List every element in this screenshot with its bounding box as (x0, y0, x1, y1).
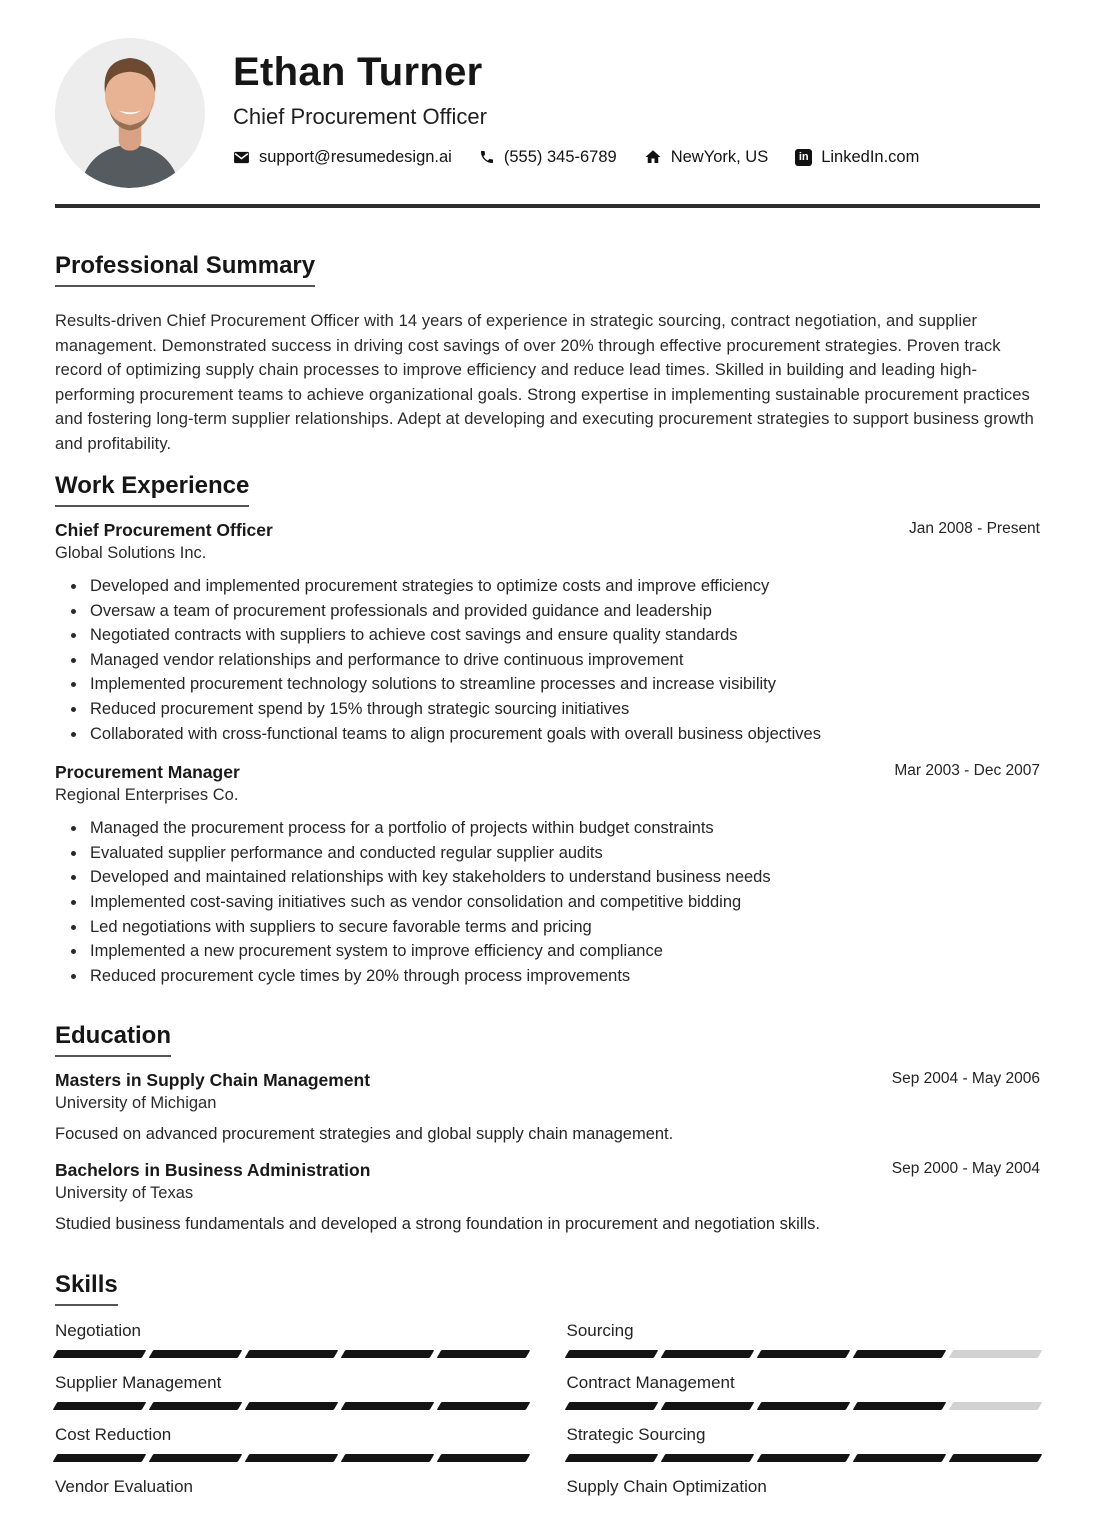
skill-bar-segment-filled (852, 1454, 946, 1462)
job-bullet-item: Developed and implemented procurement strategies to optimize costs and improve efficiency (90, 574, 1040, 599)
skill-bar (567, 1454, 1041, 1462)
experience-heading: Work Experience (55, 472, 249, 507)
section-work-experience (55, 472, 1040, 988)
degree-school: University of Texas (55, 1184, 194, 1203)
profile-photo (55, 38, 205, 188)
skill-bar-segment-filled (660, 1350, 754, 1358)
degree-entry (55, 1160, 1040, 1234)
job-dates: Jan 2008 - Present (909, 520, 1040, 537)
contact-phone[interactable] (479, 148, 617, 167)
degree-entry-header (55, 1070, 1040, 1091)
skills-column (567, 1321, 1041, 1529)
skill-bar (55, 1402, 529, 1410)
skill-bar-segment-empty (949, 1350, 1043, 1358)
skill-item (567, 1477, 1041, 1514)
job-title: Chief Procurement Officer (55, 520, 273, 540)
summary-text: Results-driven Chief Procurement Officer with 14 years of experience in strategic sourcing, contract negotiation, and supplier management. Demonstrated success in driving cost savings of over 20% through effective procurement strategies. Proven track record of optimizing supply chain processes to improve efficiency and reduce lead times. Skilled in building and leading high-performing procurement teams to achieve organizational goals. Strong expertise in implementing sustainable procurement practices and fostering long-term supplier relationships. Adept at developing and executing procurement strategies to support business growth and profitability. (55, 312, 1034, 453)
job-entry (55, 762, 1040, 988)
job-bullet-item: Developed and maintained relationships with key stakeholders to understand business needs (90, 865, 1040, 890)
skill-item (567, 1321, 1041, 1358)
job-title: Procurement Manager (55, 762, 240, 783)
home-icon (644, 148, 662, 166)
job-bullet-list (55, 816, 1040, 988)
job-bullet-item: Managed the procurement process for a portfolio of projects within budget constraints (90, 816, 1040, 841)
skills-grid (55, 1321, 1040, 1529)
skill-bar-segment-filled (660, 1402, 754, 1410)
contact-linkedin-text: LinkedIn.com (821, 147, 920, 166)
skill-item (567, 1373, 1041, 1410)
job-bullet-item: Negotiated contracts with suppliers to achieve cost savings and ensure quality standards (90, 623, 1040, 648)
skill-bar (55, 1506, 529, 1514)
skill-item (55, 1321, 529, 1358)
skill-bar-segment-filled (149, 1402, 243, 1410)
contact-phone-text: (555) 345-6789 (503, 147, 617, 166)
skill-bar (567, 1350, 1041, 1358)
skill-item (55, 1477, 529, 1514)
job-company: Regional Enterprises Co. (55, 786, 239, 805)
section-education (55, 1022, 1040, 1234)
phone-icon (479, 149, 495, 165)
linkedin-icon (795, 149, 812, 166)
job-entry-header (55, 762, 1040, 783)
contact-location (644, 148, 769, 167)
skill-bar-segment-filled (341, 1402, 435, 1410)
skill-bar-segment-filled (149, 1454, 243, 1462)
skill-bar-segment-filled (245, 1402, 339, 1410)
degree-school: University of Michigan (55, 1094, 217, 1113)
job-bullet-item: Implemented a new procurement system to improve efficiency and compliance (90, 939, 1040, 964)
job-bullet-item: Evaluated supplier performance and conducted regular supplier audits (90, 841, 1040, 866)
skill-bar (55, 1454, 529, 1462)
skill-item (55, 1425, 529, 1462)
job-bullet-list (55, 574, 1040, 746)
skill-name: Supply Chain Optimization (566, 1477, 767, 1497)
skill-bar-segment-filled (756, 1454, 850, 1462)
skill-name: Negotiation (55, 1321, 142, 1341)
skill-bar-segment-filled (341, 1350, 435, 1358)
skill-bar (567, 1506, 1041, 1514)
profile-photo-illustration (55, 38, 205, 188)
skill-bar-segment-filled (341, 1454, 435, 1462)
job-list (55, 520, 1040, 988)
job-entry-header (55, 520, 1040, 541)
skill-bar (567, 1402, 1041, 1410)
degree-list (55, 1070, 1040, 1234)
skill-bar-segment-filled (53, 1402, 147, 1410)
person-name: Ethan Turner (233, 50, 483, 94)
degree-description: Studied business fundamentals and developed a strong foundation in procurement and negotiation skills. (55, 1215, 821, 1234)
skill-bar-segment-filled (852, 1350, 946, 1358)
contact-email-text: support@resumedesign.ai (259, 147, 452, 166)
job-bullet-item: Oversaw a team of procurement professionals and provided guidance and leadership (90, 599, 1040, 624)
skill-bar-segment-filled (53, 1454, 147, 1462)
resume-header (55, 38, 1040, 188)
section-skills (55, 1271, 1040, 1529)
skill-bar-segment-filled (564, 1402, 658, 1410)
job-bullet-item: Managed vendor relationships and performance to drive continuous improvement (90, 648, 1040, 673)
skill-item (55, 1373, 529, 1410)
skill-bar-segment-filled (437, 1350, 531, 1358)
email-icon (233, 149, 250, 166)
contact-linkedin[interactable] (795, 148, 919, 167)
contact-location-text: NewYork, US (670, 147, 769, 166)
skill-bar-segment-filled (564, 1350, 658, 1358)
skill-bar-segment-filled (949, 1454, 1043, 1462)
skill-name: Strategic Sourcing (566, 1425, 706, 1445)
degree-title: Masters in Supply Chain Management (55, 1070, 371, 1091)
job-bullet-item: Implemented cost-saving initiatives such as vendor consolidation and competitive bidding (90, 890, 1040, 915)
skills-heading: Skills (55, 1271, 118, 1306)
job-bullet-item: Led negotiations with suppliers to secure favorable terms and pricing (90, 915, 1040, 940)
skill-name: Sourcing (566, 1321, 634, 1341)
linkedin-icon-glyph: in (798, 150, 809, 163)
skill-name: Contract Management (566, 1373, 735, 1393)
degree-title: Bachelors in Business Administration (55, 1160, 371, 1181)
skill-bar-segment-filled (437, 1402, 531, 1410)
skill-bar-segment-filled (852, 1402, 946, 1410)
skill-bar-segment-filled (245, 1350, 339, 1358)
header-divider (55, 204, 1040, 208)
degree-dates: Sep 2004 - May 2006 (891, 1070, 1040, 1088)
skill-bar-segment-filled (437, 1454, 531, 1462)
contact-email[interactable] (233, 148, 452, 167)
education-heading: Education (55, 1022, 171, 1057)
job-bullet-item: Reduced procurement cycle times by 20% through process improvements (90, 964, 1040, 989)
skill-bar-segment-filled (660, 1454, 754, 1462)
skill-name: Supplier Management (55, 1373, 222, 1393)
skill-bar (55, 1350, 529, 1358)
job-bullet-item: Reduced procurement spend by 15% through strategic sourcing initiatives (90, 697, 1040, 722)
skill-bar-segment-filled (756, 1402, 850, 1410)
skill-bar-segment-filled (756, 1350, 850, 1358)
skill-bar-segment-filled (53, 1350, 147, 1358)
job-company: Global Solutions Inc. (55, 544, 207, 562)
contact-row (233, 148, 919, 167)
job-dates: Mar 2003 - Dec 2007 (894, 762, 1040, 780)
summary-heading: Professional Summary (55, 252, 315, 287)
job-bullet-item: Implemented procurement technology solutions to streamline processes and increase visibility (90, 672, 1040, 697)
skills-column (55, 1321, 529, 1529)
degree-entry (55, 1070, 1040, 1144)
skill-item (567, 1425, 1041, 1462)
skill-bar-segment-empty (949, 1402, 1043, 1410)
skill-name: Vendor Evaluation (55, 1477, 193, 1497)
degree-entry-header (55, 1160, 1040, 1181)
job-entry (55, 520, 1040, 746)
degree-description: Focused on advanced procurement strategies and global supply chain management. (55, 1125, 674, 1144)
skill-bar-segment-filled (245, 1454, 339, 1462)
header-text-block (233, 38, 919, 167)
skill-bar-segment-filled (149, 1350, 243, 1358)
skill-bar-segment-filled (564, 1454, 658, 1462)
person-title: Chief Procurement Officer (233, 103, 487, 129)
job-bullet-item: Collaborated with cross-functional teams to align procurement goals with overall business objectives (90, 722, 1040, 747)
degree-dates: Sep 2000 - May 2004 (891, 1160, 1040, 1178)
skill-name: Cost Reduction (55, 1425, 172, 1445)
section-professional-summary (55, 252, 1040, 456)
